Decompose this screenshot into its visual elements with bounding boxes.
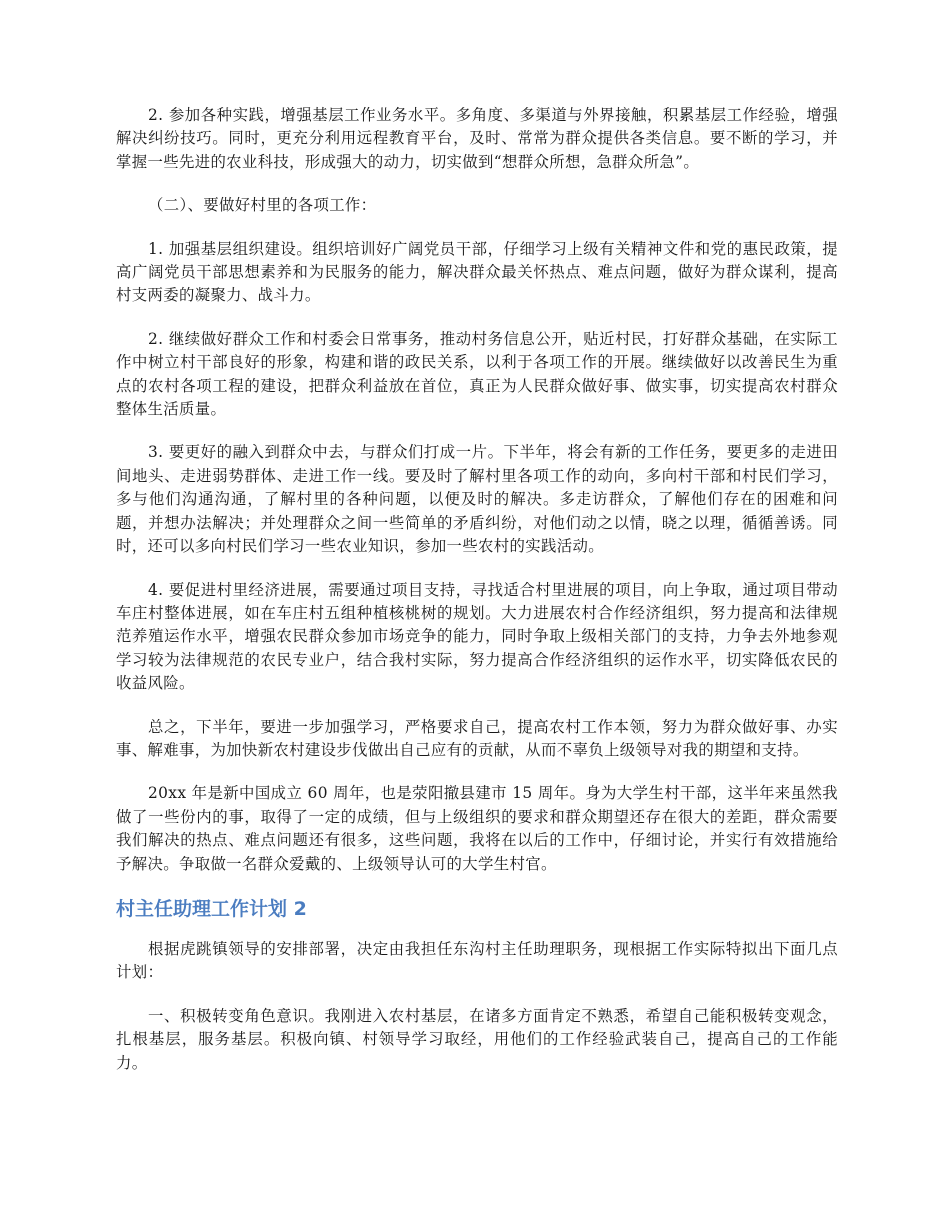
- subheading-village-work: （二）、要做好村里的各项工作：: [148, 196, 377, 215]
- paragraph-role: 一、积极转变角色意识。我刚进入农村基层，在诸多方面肯定不熟悉，希望自己能积极转变观念，扎根基层，服务基层。积极向镇、村领导学习取经，用他们的工作经验武装自己，提高自己的工作能力。: [116, 1006, 838, 1072]
- paragraph-organization: 1. 加强基层组织建设。组织培训好广阔党员干部，仔细学习上级有关精神文件和党的惠民政策，提高广阔党员干部思想素养和为民服务的能力，解决群众最关怀热点、难点问题，做好为群众谋利，提高村支两委的凝聚力、战斗力。: [116, 239, 838, 305]
- paragraph-economy: 4. 要促进村里经济进展，需要通过项目支持，寻找适合村里进展的项目，向上争取，通过项目带动车庄村整体进展，如在车庄村五组种植核桃树的规划。大力进展农村合作经济组织，努力提高和法律规范养殖运作水平，增强农民群众参加市场竞争的能力，同时争取上级相关部门的支持，力争去外地参观学习较为法律规范的农民专业户，结合我村实际，努力提高合作经济组织的运作水平，切实降低农民的收益风险。: [116, 580, 838, 693]
- paragraph-conclusion: 20xx 年是新中国成立 60 周年，也是荥阳撤县建市 15 周年。身为大学生村干部，这半年来虽然我做了一些份内的事，取得了一定的成绩，但与上级组织的要求和群众期望还存在很大的差距，群众需要我们解决的热点、难点问题还有很多，这些问题，我将在以后的工作中，仔细讨论，并实行有效措施给予解决。争取做一名群众爱戴的、上级领导认可的大学生村官。: [116, 784, 838, 873]
- paragraph-practice: 2. 参加各种实践，增强基层工作业务水平。多角度、多渠道与外界接触，积累基层工作经验，增强解决纠纷技巧。同时，更充分利用远程教育平台，及时、常常为群众提供各类信息。要不断的学习，并掌握一些先进的农业科技，形成强大的动力，切实做到“想群众所想，急群众所急”。: [116, 106, 838, 171]
- section-title: 村主任助理工作计划 2: [116, 897, 307, 920]
- paragraph-summary: 总之，下半年，要进一步加强学习，严格要求自己，提高农村工作本领，努力为群众做好事、办实事、解难事，为加快新农村建设步伐做出自己应有的贡献，从而不辜负上级领导对我的期望和支持。: [116, 717, 838, 759]
- paragraph-integrate: 3. 要更好的融入到群众中去，与群众们打成一片。下半年，将会有新的工作任务，要更多的走进田间地头、走进弱势群体、走进工作一线。要及时了解村里各项工作的动向，多向村干部和村民们学习，多与他们沟通沟通，了解村里的各种问题，以便及时的解决。多走访群众，了解他们存在的困难和问题，并想办法解决；并处理群众之间一些简单的矛盾纠纷，对他们动之以情，晓之以理，循循善诱。同时，还可以多向村民们学习一些农业知识，参加一些农村的实践活动。: [116, 443, 838, 556]
- document-page: [116, 104, 838, 1095]
- paragraph-intro: 根据虎跳镇领导的安排部署，决定由我担任东沟村主任助理职务，现根据工作实际特拟出下面几点计划：: [116, 939, 838, 982]
- paragraph-mass-work: 2. 继续做好群众工作和村委会日常事务，推动村务信息公开，贴近村民，打好群众基础，在实际工作中树立村干部良好的形象，构建和谐的政民关系，以利于各项工作的开展。继续做好以改善民生为重点的农村各项工程的建设，把群众利益放在首位，真正为人民群众做好事、做实事，切实提高农村群众整体生活质量。: [116, 329, 838, 419]
